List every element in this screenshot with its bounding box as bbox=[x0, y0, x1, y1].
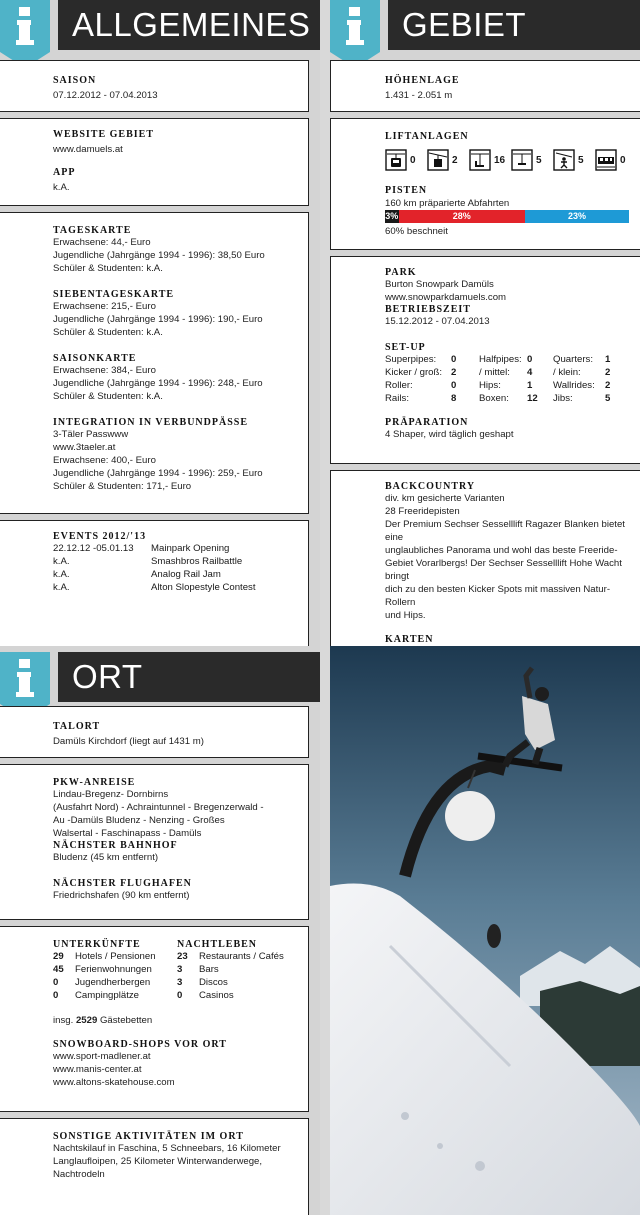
lift-count: 2 bbox=[452, 154, 458, 166]
type: Restaurants / Cafés bbox=[199, 951, 284, 962]
lift-list bbox=[385, 149, 633, 171]
lift-item bbox=[595, 149, 633, 171]
setup-key: Halfpipes: bbox=[479, 354, 522, 365]
backcountry-line: Der Premium Sechser Sesselllift Ragazer Blanken bietet eine bbox=[385, 519, 625, 543]
hoehenlage-value: 1.431 - 2.051 m bbox=[385, 90, 453, 101]
setup-key: Roller: bbox=[385, 380, 413, 391]
type: Discos bbox=[199, 977, 228, 988]
event-row bbox=[53, 555, 303, 568]
event-row bbox=[53, 581, 303, 594]
lift-item bbox=[553, 149, 591, 171]
snowboard-photo bbox=[330, 646, 640, 1215]
siebentageskarte-label: SIEBENTAGESKARTE bbox=[53, 289, 175, 300]
setup-value: 4 bbox=[527, 367, 533, 378]
saisonkarte-label: SAISONKARTE bbox=[53, 353, 137, 364]
lift-item bbox=[511, 149, 549, 171]
ort-column bbox=[0, 646, 320, 1215]
count: 3 bbox=[177, 977, 183, 988]
aktivitaeten-line: Nachtrodeln bbox=[53, 1169, 105, 1180]
website-value[interactable]: www.damuels.at bbox=[53, 144, 123, 155]
siebentageskarte-line: Erwachsene: 215,- Euro bbox=[53, 301, 156, 312]
saison-label: SAISON bbox=[53, 75, 97, 86]
bahnhof-label: NÄCHSTER BAHNHOF bbox=[53, 840, 178, 851]
snowboarder-jump-image bbox=[330, 646, 640, 1215]
flughafen-label: NÄCHSTER FLUGHAFEN bbox=[53, 878, 192, 889]
setup-key: / mittel: bbox=[479, 367, 510, 378]
lift-count: 0 bbox=[410, 154, 416, 166]
aktivitaeten-line: Nachtskilauf in Faschina, 5 Schneebars, 16 Kilometer bbox=[53, 1143, 281, 1154]
verbund-line: Schüler & Studenten: 171,- Euro bbox=[53, 481, 192, 492]
verbund-line: Jugendliche (Jahrgänge 1994 - 1996): 259,- Euro bbox=[53, 468, 263, 479]
lift-count: 0 bbox=[620, 154, 626, 166]
talort-value: Damüls Kirchdorf (liegt auf 1431 m) bbox=[53, 736, 204, 747]
setup-key: Superpipes: bbox=[385, 354, 437, 365]
saisonkarte-line: Jugendliche (Jahrgänge 1994 - 1996): 248,- Euro bbox=[53, 378, 263, 389]
park-website[interactable]: www.snowparkdamuels.com bbox=[385, 292, 507, 303]
unterkunft-row bbox=[53, 989, 177, 1002]
aktivitaeten-label: SONSTIGE AKTIVITÄTEN IM ORT bbox=[53, 1131, 244, 1142]
event-name: Mainpark Opening bbox=[151, 543, 230, 554]
nachtleben-row bbox=[177, 950, 284, 963]
hoehenlage-label: HÖHENLAGE bbox=[385, 75, 460, 86]
setup-key: / klein: bbox=[553, 367, 581, 378]
aktivitaeten-line: Langlaufloipen, 25 Kilometer Winterwanderwege, bbox=[53, 1156, 263, 1167]
pisten-segment: 28% bbox=[399, 210, 526, 223]
pisten-segment: 3% bbox=[385, 211, 399, 221]
pisten-value: 160 km präparierte Abfahrten bbox=[385, 198, 510, 209]
drag-lift-icon bbox=[553, 149, 575, 171]
tageskarte-line: Jugendliche (Jahrgänge 1994 - 1996): 38,50 Euro bbox=[53, 250, 265, 261]
section-title: ORT bbox=[72, 658, 143, 695]
praeparation-value: 4 Shaper, wird täglich geshapt bbox=[385, 429, 514, 440]
backcountry-line: div. km gesicherte Varianten bbox=[385, 493, 505, 504]
app-label: APP bbox=[53, 167, 76, 178]
count: 45 bbox=[53, 964, 64, 975]
gebiet-header bbox=[330, 0, 640, 54]
setup-value: 0 bbox=[527, 354, 533, 365]
count: 29 bbox=[53, 951, 64, 962]
park-name: Burton Snowpark Damüls bbox=[385, 279, 494, 290]
event-date: k.A. bbox=[53, 569, 70, 580]
setup-key: Kicker / groß: bbox=[385, 367, 443, 378]
tageskarte-line: Schüler & Studenten: k.A. bbox=[53, 263, 163, 274]
hoehenlage-card bbox=[330, 60, 640, 112]
pkw-line: Walsertal - Faschinapass - Damüls bbox=[53, 828, 202, 839]
count: 0 bbox=[53, 977, 59, 988]
shop-link[interactable]: www.sport-madlener.at bbox=[53, 1051, 151, 1062]
event-row bbox=[53, 542, 303, 555]
setup-key: Wallrides: bbox=[553, 380, 595, 391]
setup-value: 1 bbox=[605, 354, 611, 365]
unterkunft-row bbox=[53, 976, 177, 989]
unterkunft-row bbox=[53, 963, 177, 976]
backcountry-line: 28 Freeridepisten bbox=[385, 506, 460, 517]
cable-car-icon bbox=[427, 149, 449, 171]
flughafen-value: Friedrichshafen (90 km entfernt) bbox=[53, 890, 190, 901]
setup-grid bbox=[385, 353, 640, 405]
setup-value: 12 bbox=[527, 393, 538, 404]
t-bar-icon bbox=[511, 149, 533, 171]
unterkuenfte-label: UNTERKÜNFTE bbox=[53, 939, 141, 950]
gaestebetten: insg. 2529 Gästebetten bbox=[53, 1015, 153, 1026]
unterkuenfte-card bbox=[0, 926, 309, 1112]
lift-item bbox=[469, 149, 507, 171]
saison-card bbox=[0, 60, 309, 112]
backcountry-card bbox=[330, 470, 640, 650]
pkw-line: Au -Damüls Bludenz - Nenzing - Großes bbox=[53, 815, 225, 826]
lifte-pisten-card bbox=[330, 118, 640, 250]
setup-key: Boxen: bbox=[479, 393, 509, 404]
setup-value: 2 bbox=[605, 380, 611, 391]
lift-item bbox=[427, 149, 465, 171]
backcountry-line: dich zu den besten Kicker Spots mit massiven Natur-Rollern bbox=[385, 584, 611, 608]
setup-value: 1 bbox=[527, 380, 533, 391]
setup-value: 8 bbox=[451, 393, 457, 404]
type: Casinos bbox=[199, 990, 234, 1001]
ort-header bbox=[0, 652, 320, 706]
beschneit-value: 60% beschneit bbox=[385, 226, 448, 237]
event-date: k.A. bbox=[53, 582, 70, 593]
shop-link[interactable]: www.manis-center.at bbox=[53, 1064, 142, 1075]
setup-row bbox=[385, 379, 640, 392]
gondola-icon bbox=[385, 149, 407, 171]
type: Bars bbox=[199, 964, 219, 975]
park-label: PARK bbox=[385, 267, 417, 278]
setup-key: Rails: bbox=[385, 393, 409, 404]
saisonkarte-line: Erwachsene: 384,- Euro bbox=[53, 365, 156, 376]
lift-count: 16 bbox=[494, 154, 506, 166]
verbund-line: Erwachsene: 400,- Euro bbox=[53, 455, 156, 466]
pisten-bar bbox=[385, 210, 629, 223]
pisten-label: PISTEN bbox=[385, 185, 428, 196]
talort-card bbox=[0, 706, 309, 758]
funicular-icon bbox=[595, 149, 617, 171]
event-date: 22.12.12 -05.01.13 bbox=[53, 543, 134, 554]
setup-key: Jibs: bbox=[553, 393, 573, 404]
shop-link[interactable]: www.altons-skatehouse.com bbox=[53, 1077, 175, 1088]
count: 0 bbox=[53, 990, 59, 1001]
info-icon bbox=[330, 0, 380, 68]
backcountry-line: unglaubliches Panorama und wohl das beste Freeride- bbox=[385, 545, 618, 556]
siebentageskarte-line: Schüler & Studenten: k.A. bbox=[53, 327, 163, 338]
setup-value: 0 bbox=[451, 354, 457, 365]
event-date: k.A. bbox=[53, 556, 70, 567]
setup-row bbox=[385, 392, 640, 405]
setup-label: SET-UP bbox=[385, 342, 426, 353]
setup-row bbox=[385, 353, 640, 366]
betriebszeit-value: 15.12.2012 - 07.04.2013 bbox=[385, 316, 490, 327]
saison-value: 07.12.2012 - 07.04.2013 bbox=[53, 90, 158, 101]
setup-key: Hips: bbox=[479, 380, 501, 391]
event-row bbox=[53, 568, 303, 581]
backcountry-label: BACKCOUNTRY bbox=[385, 481, 476, 492]
type: Jugendherbergen bbox=[75, 977, 151, 988]
pkw-label: PKW-ANREISE bbox=[53, 777, 136, 788]
nachtleben-row bbox=[177, 963, 284, 976]
count: 3 bbox=[177, 964, 183, 975]
pkw-line: Lindau-Bregenz- Dornbirns bbox=[53, 789, 169, 800]
tickets-card bbox=[0, 212, 309, 514]
setup-value: 2 bbox=[605, 367, 611, 378]
nachtleben-row bbox=[177, 989, 284, 1002]
verbund-line: 3-Täler Passwww bbox=[53, 429, 129, 440]
park-card bbox=[330, 256, 640, 464]
verbund-line[interactable]: www.3taeler.at bbox=[53, 442, 116, 453]
saisonkarte-line: Schüler & Studenten: k.A. bbox=[53, 391, 163, 402]
setup-row bbox=[385, 366, 640, 379]
pkw-line: (Ausfahrt Nord) - Achraintunnel - Bregenzerwald - bbox=[53, 802, 264, 813]
setup-value: 2 bbox=[451, 367, 457, 378]
nachtleben-label: NACHTLEBEN bbox=[177, 939, 258, 950]
pisten-segment: 23% bbox=[525, 210, 629, 223]
shops-label: SNOWBOARD-SHOPS VOR ORT bbox=[53, 1039, 227, 1050]
siebentageskarte-line: Jugendliche (Jahrgänge 1994 - 1996): 190,- Euro bbox=[53, 314, 263, 325]
setup-value: 5 bbox=[605, 393, 611, 404]
type: Ferienwohnungen bbox=[75, 964, 152, 975]
verbund-label: INTEGRATION IN VERBUNDPÄSSE bbox=[53, 417, 248, 428]
events-card bbox=[0, 520, 309, 650]
lift-item bbox=[385, 149, 423, 171]
aktivitaeten-card bbox=[0, 1118, 309, 1215]
tageskarte-label: TAGESKARTE bbox=[53, 225, 132, 236]
count: 0 bbox=[177, 990, 183, 1001]
backcountry-line: und Hips. bbox=[385, 610, 426, 621]
unterkuenfte-block bbox=[53, 939, 177, 1002]
nachtleben-block bbox=[177, 939, 284, 1002]
event-name: Smashbros Railbattle bbox=[151, 556, 243, 567]
nachtleben-row bbox=[177, 976, 284, 989]
lift-count: 5 bbox=[536, 154, 542, 166]
karten-label: KARTEN bbox=[385, 634, 434, 645]
betriebszeit-label: BETRIEBSZEIT bbox=[385, 304, 471, 315]
allgemeines-header bbox=[0, 0, 320, 54]
gebiet-column bbox=[330, 0, 640, 646]
event-name: Analog Rail Jam bbox=[151, 569, 221, 580]
setup-key: Quarters: bbox=[553, 354, 593, 365]
type: Hotels / Pensionen bbox=[75, 951, 156, 962]
praeparation-label: PRÄPARATION bbox=[385, 417, 469, 428]
event-name: Alton Slopestyle Contest bbox=[151, 582, 256, 593]
events-label: EVENTS 2012/'13 bbox=[53, 531, 147, 542]
app-value: k.A. bbox=[53, 182, 70, 193]
setup-value: 0 bbox=[451, 380, 457, 391]
website-label: WEBSITE GEBIET bbox=[53, 129, 154, 140]
talort-label: TALORT bbox=[53, 721, 101, 732]
liftanlagen-label: LIFTANLAGEN bbox=[385, 131, 469, 142]
anreise-card bbox=[0, 764, 309, 920]
info-icon bbox=[0, 0, 50, 68]
bahnhof-value: Bludenz (45 km entfernt) bbox=[53, 852, 159, 863]
chairlift-icon bbox=[469, 149, 491, 171]
tageskarte-line: Erwachsene: 44,- Euro bbox=[53, 237, 151, 248]
allgemeines-column bbox=[0, 0, 320, 646]
website-card bbox=[0, 118, 309, 206]
count: 23 bbox=[177, 951, 188, 962]
unterkunft-row bbox=[53, 950, 177, 963]
type: Campingplätze bbox=[75, 990, 139, 1001]
section-title: ALLGEMEINES bbox=[72, 6, 311, 43]
section-title: GEBIET bbox=[402, 6, 527, 43]
lift-count: 5 bbox=[578, 154, 584, 166]
backcountry-line: Gebiet Vorarlbergs! Der Sechser Sesselllift Hohe Wacht bringt bbox=[385, 558, 622, 582]
